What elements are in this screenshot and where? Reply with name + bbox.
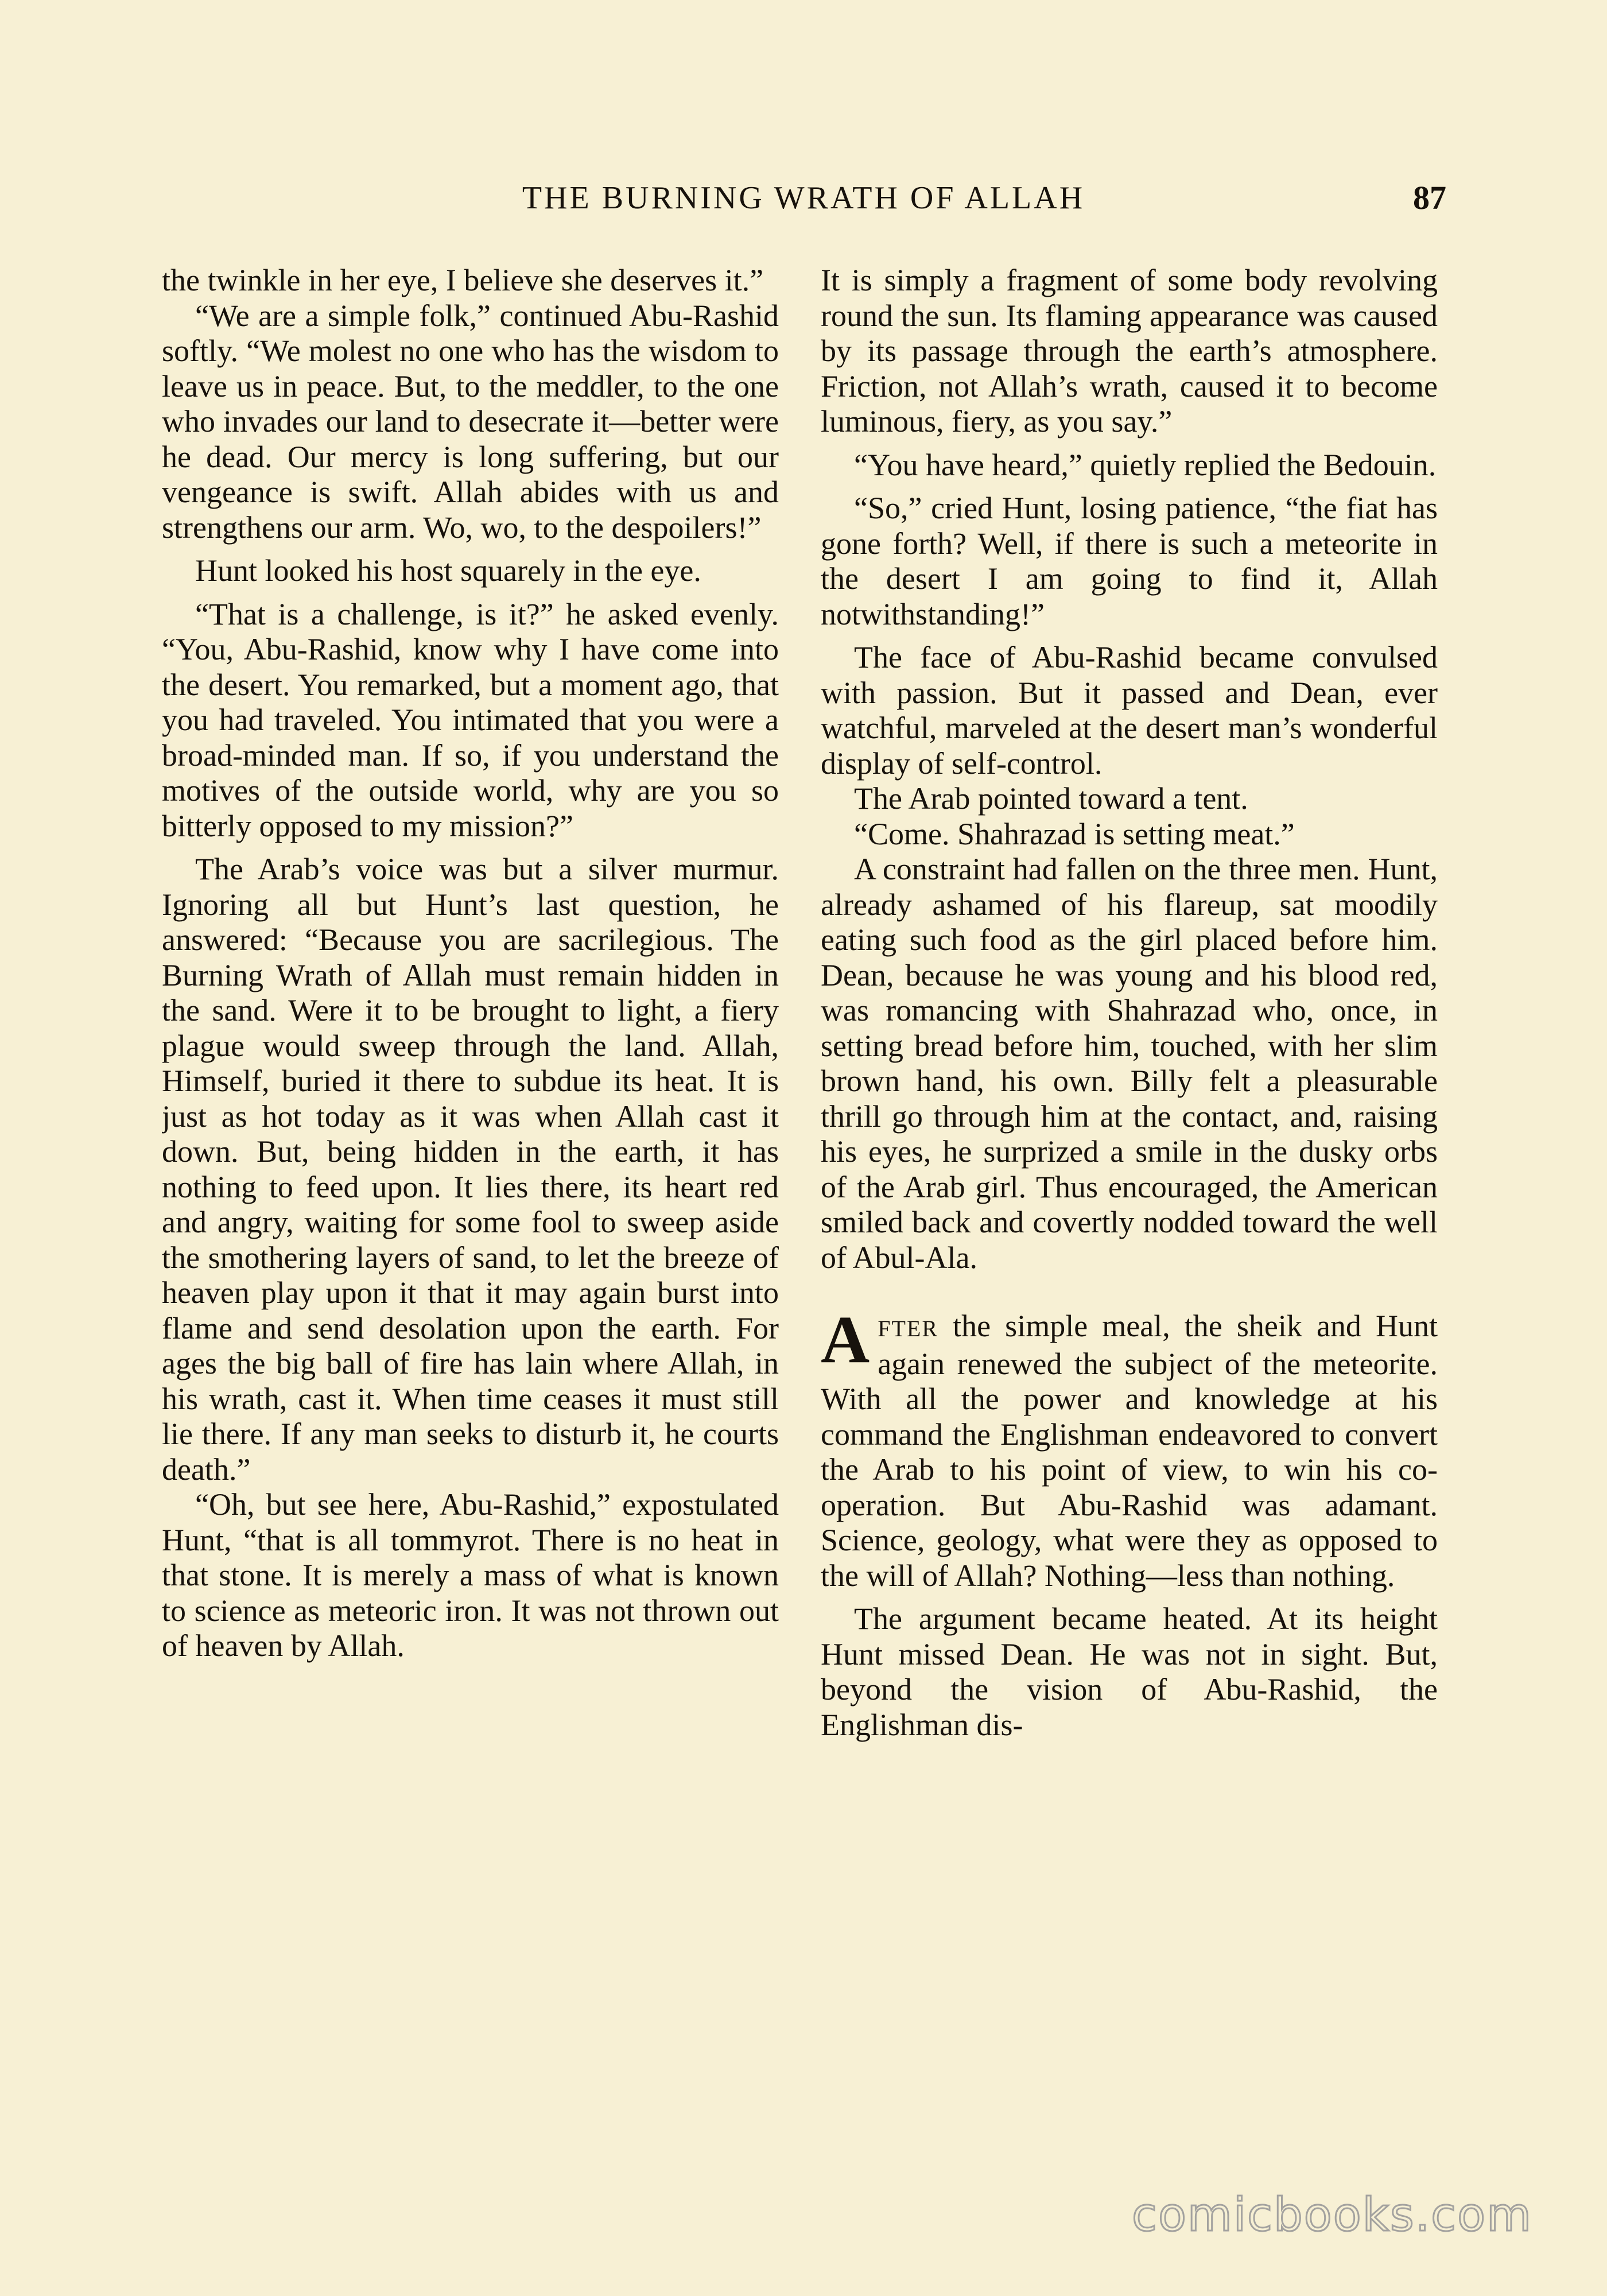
paragraph: The Arab’s voice was but a silver murmur. Ignoring all but Hunt’s last question, he answered: “Because you are sacrilegious. The Burning Wrath of Allah must remain hidden in the sand. Were it to be brought to light, a fiery plague would sweep through the land. Allah, Himself, buried it there to subdue its heat. It is just as hot today as it was when Allah cast it down. But, being hidden in the earth, it has nothing to feed upon. It lies there, its heart red and angry, waiting for some fool to sweep aside the smothering layers of sand, to let the breeze of heaven play upon it that it may again burst into flame and send desolation upon the earth. For ages the big ball of fire has lain where Allah, in his wrath, cast it. When time ceases it must still lie there. If any man seeks to disturb it, he courts death.” (162, 852, 779, 1487)
left-column (162, 263, 779, 2123)
small-caps-lead: FTER (878, 1316, 939, 1341)
paragraph: Hunt looked his host squarely in the eye. (195, 553, 701, 588)
running-head (161, 175, 1446, 221)
paragraph: It is simply a fragment of some body revolving round the sun. Its flaming appearance was caused by its passage through the earth’s atmosphere. Friction, not Allah’s wrath, caused it to become luminous, fiery, as you say.” (821, 263, 1438, 439)
running-title: THE BURNING WRATH OF ALLAH (522, 180, 1085, 216)
watermark-logo: comicbooks.com (1131, 2188, 1532, 2241)
paragraph: “Come. Shahrazad is setting meat.” (854, 816, 1295, 851)
section-opening-paragraph (821, 1302, 1438, 1593)
paragraph: “Oh, but see here, Abu-Rashid,” expostulated Hunt, “that is all tommyrot. There is no heat in that stone. It is merely a mass of what is known to science as meteoric iron. It was not thrown out of heaven by Allah. (162, 1487, 779, 1663)
drop-cap: A (821, 1302, 870, 1377)
paragraph: the twinkle in her eye, I believe she deserves it.” (162, 263, 764, 297)
paragraph: A constraint had fallen on the three men. Hunt, already ashamed of his flareup, sat moodily eating such food as the girl placed before him. Dean, because he was young and his blood red, was romancing with Shahrazad who, once, in setting bread before him, touched, with her slim brown hand, his own. Billy felt a pleasurable thrill go through him at the contact, and, raising his eyes, he surprized a smile in the dusky orbs of the Arab girl. Thus encouraged, the American smiled back and covertly nodded toward the well of Abul-Ala. (821, 852, 1438, 1275)
paragraph: The argument became heated. At its height Hunt missed Dean. He was not in sight. But, beyond the vision of Abu-Rashid, the Englishman dis- (821, 1601, 1438, 1742)
section-text: the simple meal, the sheik and Hunt again renewed the subject of the meteorite. With all the power and knowledge at his command the Englishman endeavored to convert the Arab to his point of view, to win his co-operation. But Abu-Rashid was adamant. Science, geology, what were they as opposed to the will of Allah? Nothing—less than nothing. (821, 1309, 1438, 1593)
paragraph: “That is a challenge, is it?” he asked evenly. “You, Abu-Rashid, know why I have come into the desert. You remarked, but a moment ago, that you had traveled. You intimated that you were a broad-minded man. If so, if you understand the motives of the outside world, why are you so bitterly opposed to my mission?” (162, 596, 779, 843)
paragraph: The Arab pointed toward a tent. (854, 781, 1248, 816)
paragraph: The face of Abu-Rashid became convulsed with passion. But it passed and Dean, ever watchful, marveled at the desert man’s wonderful display of self-control. (821, 640, 1438, 781)
page-number: 87 (1413, 179, 1446, 216)
right-column (821, 263, 1438, 2123)
paragraph: “We are a simple folk,” continued Abu-Rashid softly. “We molest no one who has the wisdom to leave us in peace. But, to the meddler, to the one who invades our land to desecrate it—better were he dead. Our mercy is long suffering, but our vengeance is swift. Allah abides with us and strengthens our arm. Wo, wo, to the despoilers!” (162, 298, 779, 545)
paragraph: “So,” cried Hunt, losing patience, “the fiat has gone forth? Well, if there is such a meteorite in the desert I am going to find it, Allah notwithstanding!” (821, 491, 1438, 631)
paragraph: “You have heard,” quietly replied the Bedouin. (854, 447, 1437, 482)
